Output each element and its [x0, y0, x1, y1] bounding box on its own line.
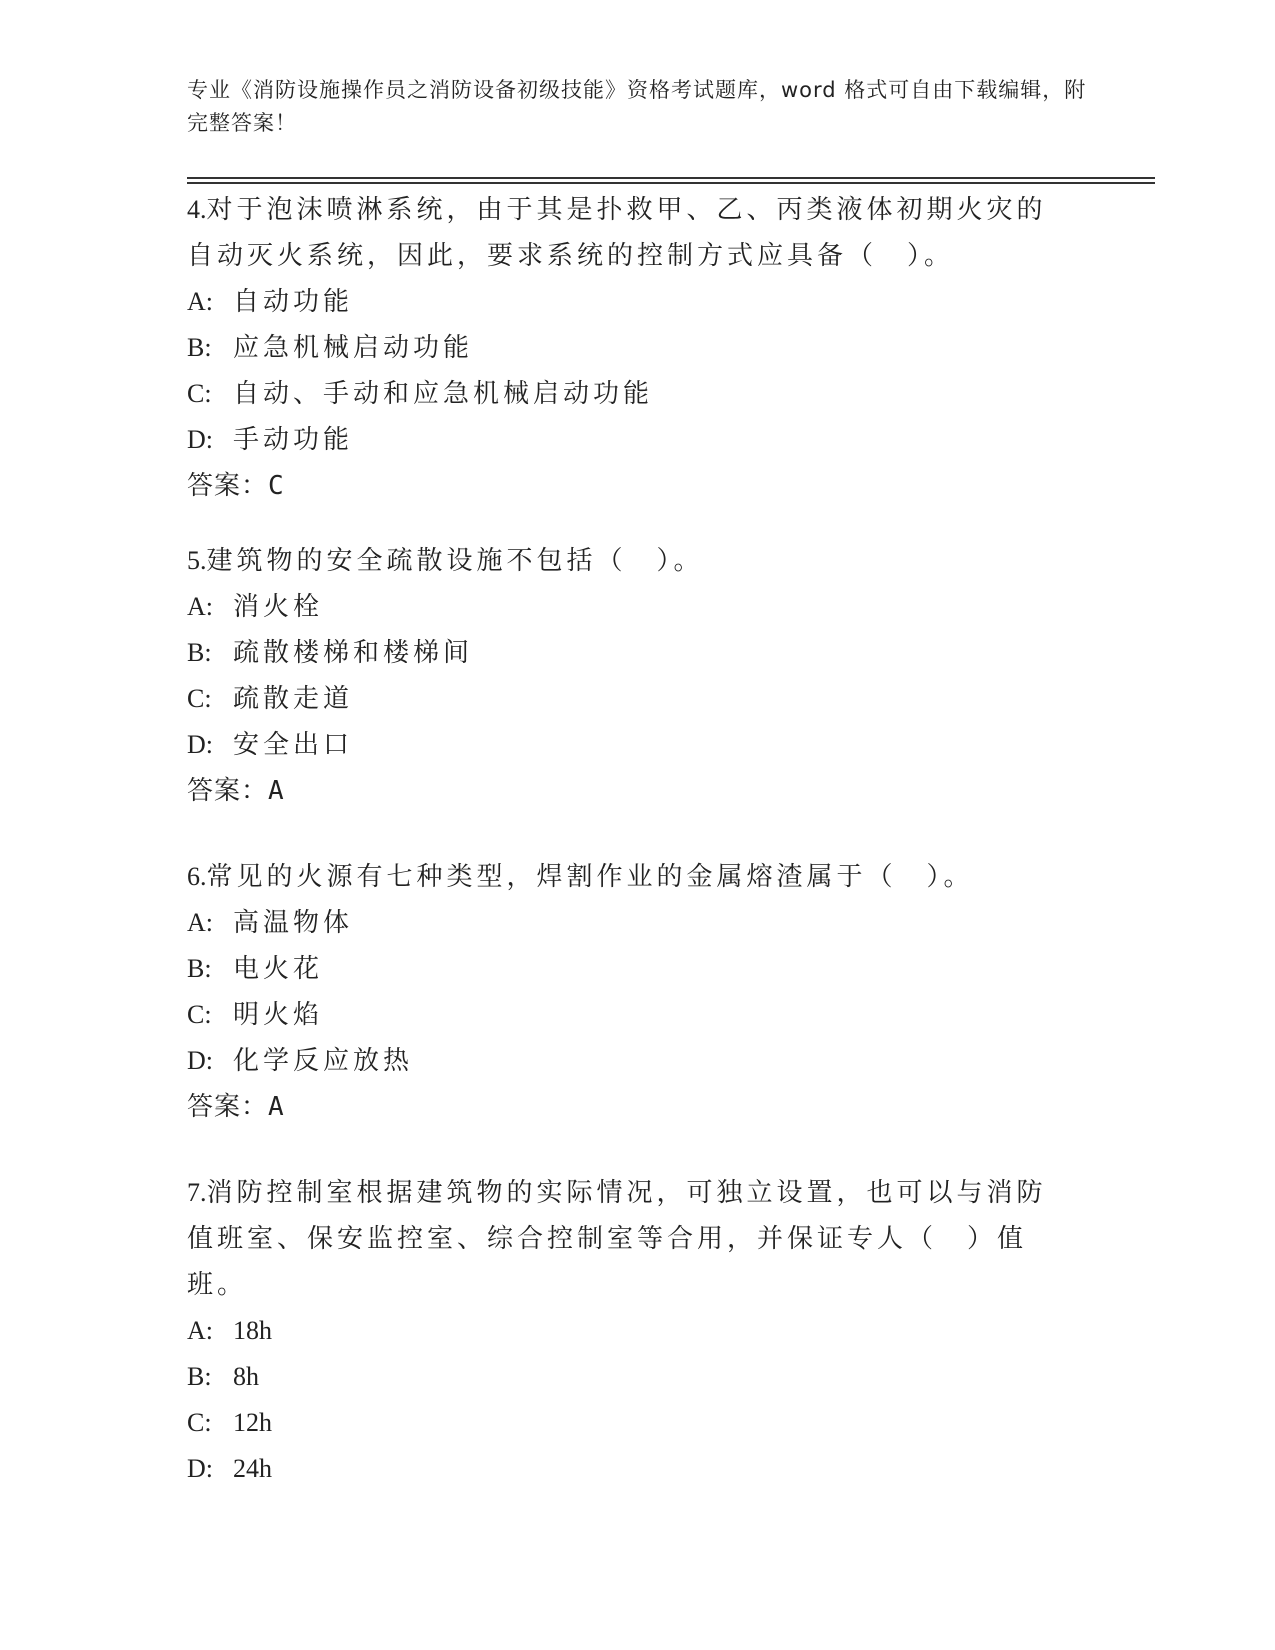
option-key: A: [187, 287, 213, 316]
option-text: 电火花 [233, 954, 324, 984]
option-d [187, 1446, 1067, 1492]
option-a [187, 900, 1067, 946]
answer-label: 答案： [187, 1092, 269, 1122]
option-text: 化学反应放热 [233, 1046, 414, 1076]
option-key: A: [187, 592, 213, 621]
question-text: 消防控制室根据建筑物的实际情况，可独立设置，也可以与消防值班室、保安监控室、综合控制室等合用，并保证专人（ ）值班。 [187, 1178, 1047, 1300]
option-text: 疏散楼梯和楼梯间 [233, 638, 474, 668]
option-text: 安全出口 [233, 730, 354, 760]
answer-line [187, 768, 1067, 814]
option-text: 18h [233, 1316, 272, 1345]
option-key: B: [187, 333, 212, 362]
option-b [187, 1354, 1067, 1400]
option-key: D: [187, 1454, 213, 1483]
option-a [187, 1308, 1067, 1354]
option-key: B: [187, 1362, 212, 1391]
question-number: 6. [187, 862, 207, 891]
answer-label: 答案： [187, 471, 269, 501]
question-6 [187, 854, 1067, 1130]
question-text: 对于泡沫喷淋系统，由于其是扑救甲、乙、丙类液体初期火灾的自动灭火系统，因此，要求系统的控制方式应具备（ ）。 [187, 195, 1047, 271]
answer-line [187, 1084, 1067, 1130]
question-stem [187, 187, 1067, 279]
option-b [187, 325, 1067, 371]
answer-value: C [268, 471, 285, 501]
option-c [187, 676, 1067, 722]
header-divider-bottom [187, 182, 1155, 184]
question-4 [187, 187, 1067, 509]
question-number: 5. [187, 546, 207, 575]
question-number: 4. [187, 195, 207, 224]
option-text: 24h [233, 1454, 272, 1483]
question-stem [187, 854, 1067, 900]
question-number: 7. [187, 1178, 207, 1207]
option-key: C: [187, 1000, 212, 1029]
answer-line [187, 463, 1067, 509]
option-key: B: [187, 954, 212, 983]
option-c [187, 371, 1067, 417]
header-divider-top [187, 177, 1155, 179]
option-text: 应急机械启动功能 [233, 333, 474, 363]
option-text: 8h [233, 1362, 259, 1391]
option-key: D: [187, 1046, 213, 1075]
option-a [187, 584, 1067, 630]
option-d [187, 722, 1067, 768]
option-key: A: [187, 908, 213, 937]
option-d [187, 417, 1067, 463]
option-text: 明火焰 [233, 1000, 324, 1030]
option-key: C: [187, 1408, 212, 1437]
option-key: D: [187, 730, 213, 759]
question-7 [187, 1170, 1067, 1492]
question-text: 常见的火源有七种类型，焊割作业的金属熔渣属于（ ）。 [206, 862, 974, 892]
option-text: 消火栓 [233, 592, 324, 622]
option-key: D: [187, 425, 213, 454]
option-c [187, 1400, 1067, 1446]
answer-value: A [268, 1092, 285, 1122]
option-text: 高温物体 [233, 908, 354, 938]
answer-label: 答案： [187, 776, 269, 806]
question-text: 建筑物的安全疏散设施不包括（ ）。 [206, 546, 704, 576]
option-key: C: [187, 684, 212, 713]
question-stem [187, 1170, 1067, 1308]
option-d [187, 1038, 1067, 1084]
option-key: B: [187, 638, 212, 667]
option-text: 自动、手动和应急机械启动功能 [233, 379, 654, 409]
option-text: 12h [233, 1408, 272, 1437]
question-stem [187, 538, 1067, 584]
option-key: C: [187, 379, 212, 408]
answer-value: A [268, 776, 285, 806]
option-text: 疏散走道 [233, 684, 354, 714]
option-key: A: [187, 1316, 213, 1345]
option-text: 自动功能 [233, 287, 354, 317]
option-c [187, 992, 1067, 1038]
question-5 [187, 538, 1067, 814]
option-text: 手动功能 [233, 425, 354, 455]
option-b [187, 946, 1067, 992]
option-a [187, 279, 1067, 325]
document-header: 专业《消防设施操作员之消防设备初级技能》资格考试题库，word 格式可自由下载编辑，附完整答案！ [187, 78, 1087, 135]
option-b [187, 630, 1067, 676]
